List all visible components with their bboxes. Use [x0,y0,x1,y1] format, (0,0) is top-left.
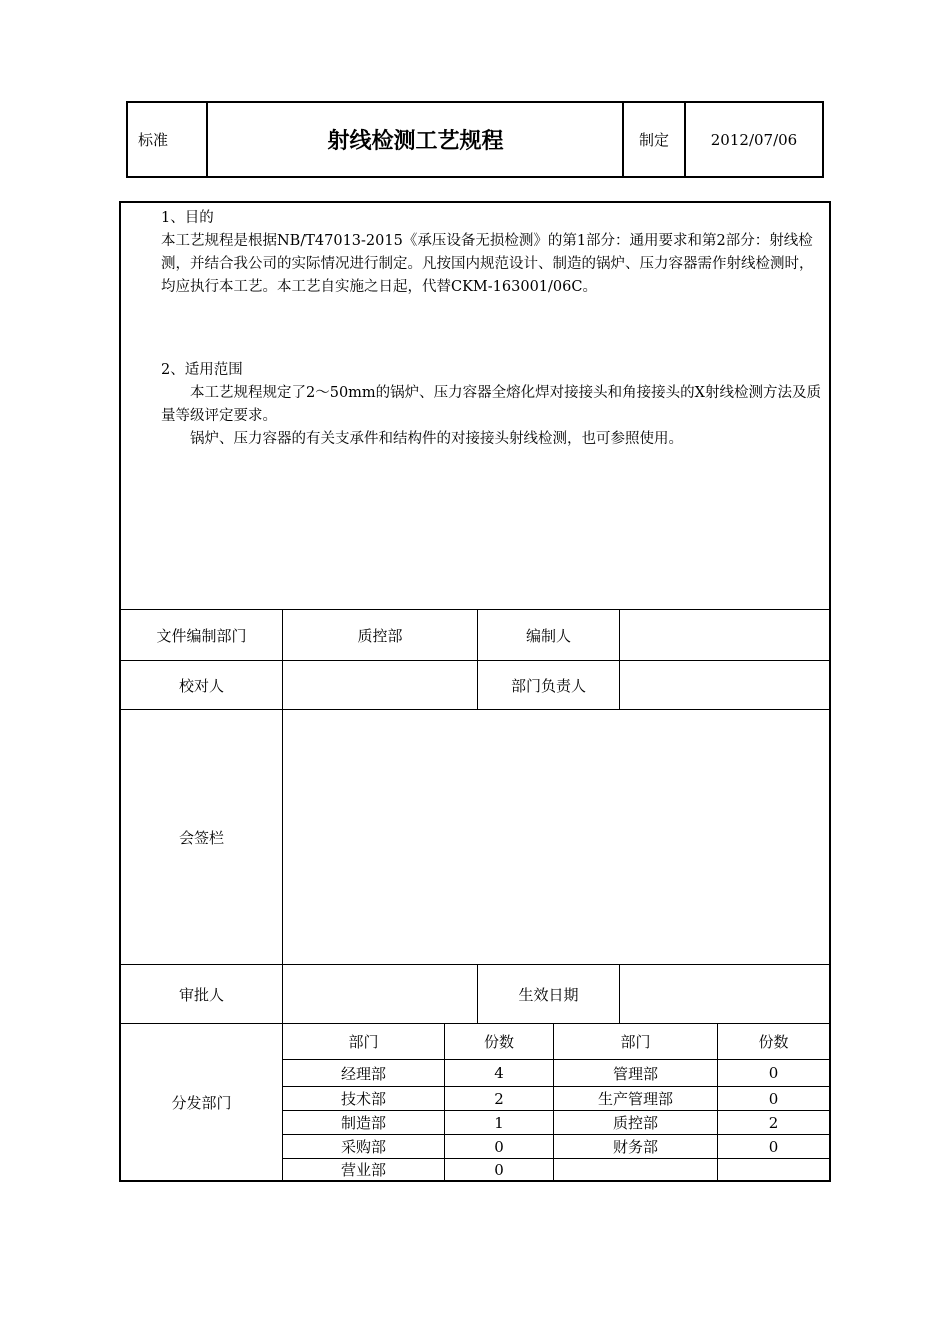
table-cell: 2 [494,1089,504,1108]
table-cell: 0 [768,1089,779,1108]
table-cell: 0 [768,1137,779,1156]
distribution-label: 分发部门 [171,1093,232,1112]
table-cell: 1 [494,1113,504,1132]
table-cell [554,1159,717,1180]
table-cell [718,1159,829,1180]
column-header: 份数 [483,1033,514,1051]
section-2-paragraph-1: 本工艺规程规定了2～50mm的锅炉、压力容器全熔化焊对接接头和角接接头的X射线检测方法及质量等级评定要求。 [161,385,821,424]
table-cell: 制造部 [340,1114,386,1132]
table-rule [619,964,620,1023]
section-2-heading: 2、适用范围 [161,362,243,378]
effective-date-label: 生效日期 [518,985,579,1004]
section-1-heading: 1、目的 [161,210,214,226]
dept-head-label: 部门负责人 [510,676,586,695]
table-rule [619,609,620,709]
column-header: 部门 [620,1033,651,1051]
table-cell: 生产管理部 [597,1090,673,1108]
standard-label: 标准 [138,131,169,149]
approver-label: 审批人 [178,985,224,1004]
table-cell: 0 [494,1137,504,1156]
document-form [119,201,831,1182]
made-date: 2012/07/06 [710,130,798,149]
table-cell: 0 [768,1064,779,1082]
page-title: 射线检测工艺规程 [327,129,504,154]
document-header [126,101,824,178]
table-cell: 经理部 [340,1064,386,1083]
table-cell: 质控部 [612,1114,658,1132]
table-cell: 管理部 [612,1064,658,1083]
proof-label: 校对人 [178,676,224,695]
table-cell: 2 [768,1113,779,1132]
table-cell: 技术部 [340,1090,386,1108]
countersign-label: 会签栏 [178,828,224,847]
section-2-paragraph-2: 锅炉、压力容器的有关支承件和结构件的对接接头射线检测，也可参照使用。 [190,431,683,447]
spacer [161,299,823,359]
section-1-text: 本工艺规程是根据NB/T47013-2015《承压设备无损检测》的第1部分：通用要求和第2部分：射线检测，并结合我公司的实际情况进行制定。凡按国内规范设计、制造的锅炉、压力容器需作射线检测时，均应执行本工艺。本工艺自实施之日起，代替CKM-163001/06C。 [161,233,814,295]
table-cell: 0 [494,1160,504,1179]
table-cell: 财务部 [612,1138,658,1156]
column-header: 份数 [758,1033,789,1051]
editor-label: 编制人 [525,626,571,645]
table-cell: 营业部 [340,1161,386,1179]
made-label: 制定 [638,131,669,149]
column-header: 部门 [348,1033,379,1051]
dept-label: 文件编制部门 [156,626,247,645]
table-cell: 4 [494,1064,504,1082]
dept-value: 质控部 [357,626,403,645]
document-content [121,203,829,608]
table-cell: 采购部 [340,1138,386,1156]
